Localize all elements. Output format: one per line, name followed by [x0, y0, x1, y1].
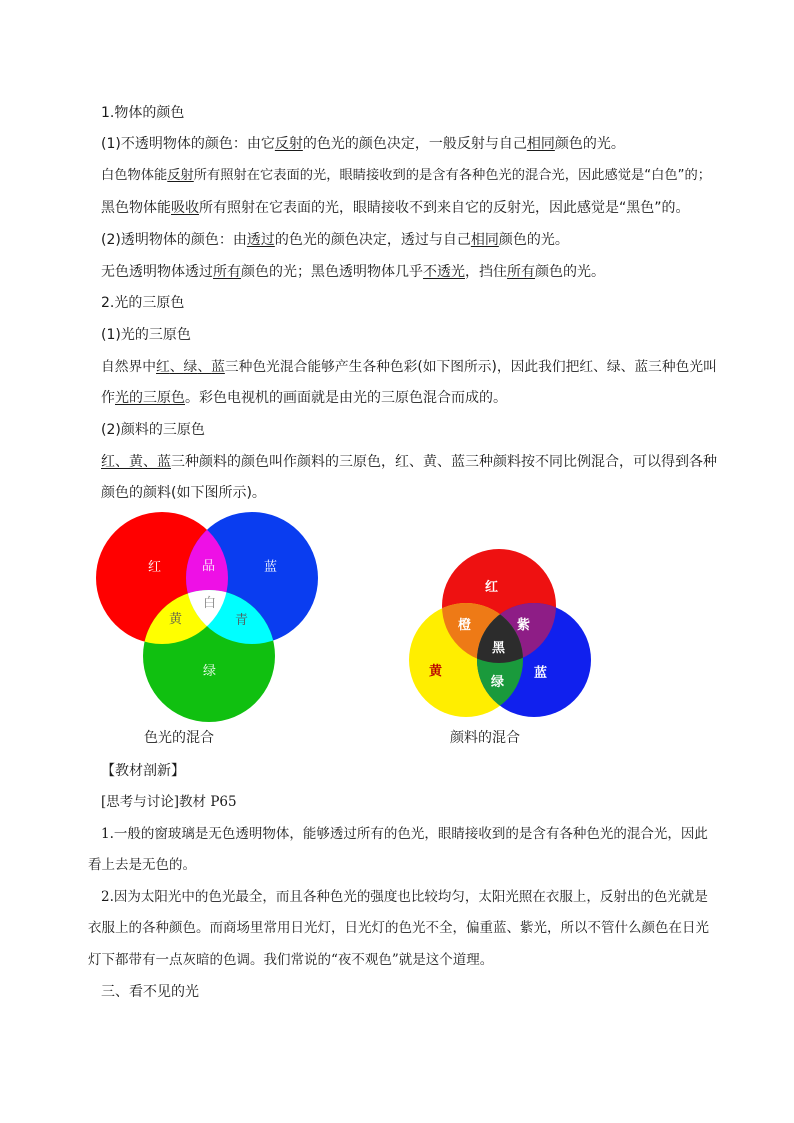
label-green: 绿	[203, 664, 217, 679]
caption-light-mixing: 色光的混合	[144, 730, 214, 746]
label-magenta: 品	[202, 559, 216, 574]
caption-pigment-mixing: 颜料的混合	[450, 730, 520, 746]
light-mixing-diagram	[96, 503, 326, 725]
section-heading-object-color: 1.物体的颜色	[101, 105, 185, 121]
label-white: 白	[203, 596, 217, 611]
answer-2-line-3: 灯下都带有一点灰暗的色调。我们常说的“夜不观色”就是这个道理。	[88, 952, 494, 968]
paragraph-colorless-transparent: 无色透明物体透过所有颜色的光；黑色透明物体几乎不透光，挡住所有颜色的光。	[101, 264, 605, 280]
paragraph-light-primaries-2: 作光的三原色。彩色电视机的画面就是由光的三原色混合而成的。	[101, 390, 507, 406]
label-purple: 紫	[517, 618, 531, 633]
textbook-reference: [思考与讨论]教材 P65	[101, 794, 237, 810]
label-cyan: 青	[235, 613, 249, 628]
answer-2-line-1: 2.因为太阳光中的色光最全，而且各种色光的强度也比较均匀，太阳光照在衣服上，反射出的色光就是	[101, 889, 708, 905]
section-heading-invisible-light: 三、看不见的光	[101, 984, 199, 1000]
paragraph-opaque-object: (1)不透明物体的颜色：由它反射的色光的颜色决定，一般反射与自己相同颜色的光。	[101, 136, 625, 152]
subheading-pigment-primaries: (2)颜料的三原色	[101, 422, 205, 438]
label-green: 绿	[491, 675, 505, 690]
paragraph-black-object: 黑色物体能吸收所有照射在它表面的光，眼睛接收不到来自它的反射光，因此感觉是“黑色”的。	[101, 200, 690, 216]
paragraph-light-primaries-1: 自然界中红、绿、蓝三种色光混合能够产生各种色彩(如下图所示)，因此我们把红、绿、蓝三种色光叫	[101, 359, 717, 375]
label-red: 红	[148, 560, 162, 575]
label-black: 黑	[492, 641, 506, 656]
section-heading-textbook: 【教材剖新】	[101, 763, 185, 779]
paragraph-white-object: 白色物体能反射所有照射在它表面的光，眼睛接收到的是含有各种色光的混合光，因此感觉是“白色”的；	[101, 168, 712, 183]
answer-1-line-1: 1.一般的窗玻璃是无色透明物体，能够透过所有的色光，眼睛接收到的是含有各种色光的混合光，因此	[101, 826, 708, 842]
paragraph-transparent-object: (2)透明物体的颜色：由透过的色光的颜色决定，透过与自己相同颜色的光。	[101, 232, 569, 248]
label-yellow: 黄	[169, 612, 183, 627]
answer-1-line-2: 看上去是无色的。	[88, 857, 196, 873]
label-yellow: 黄	[429, 664, 443, 679]
label-orange: 橙	[458, 618, 472, 633]
label-red: 红	[485, 580, 499, 595]
paragraph-pigment-primaries-1: 红、黄、蓝三种颜料的颜色叫作颜料的三原色，红、黄、蓝三种颜料按不同比例混合，可以得到各种	[101, 454, 717, 470]
section-heading-three-primaries: 2.光的三原色	[101, 295, 185, 311]
subheading-light-primaries: (1)光的三原色	[101, 327, 191, 343]
paragraph-pigment-primaries-2: 颜色的颜料(如下图所示)。	[101, 485, 266, 501]
label-blue: 蓝	[264, 560, 278, 575]
label-blue: 蓝	[534, 666, 548, 681]
answer-2-line-2: 衣服上的各种颜色。而商场里常用日光灯，日光灯的色光不全，偏重蓝、紫光，所以不管什么颜色在日光	[88, 920, 709, 936]
pigment-mixing-diagram	[402, 548, 598, 722]
